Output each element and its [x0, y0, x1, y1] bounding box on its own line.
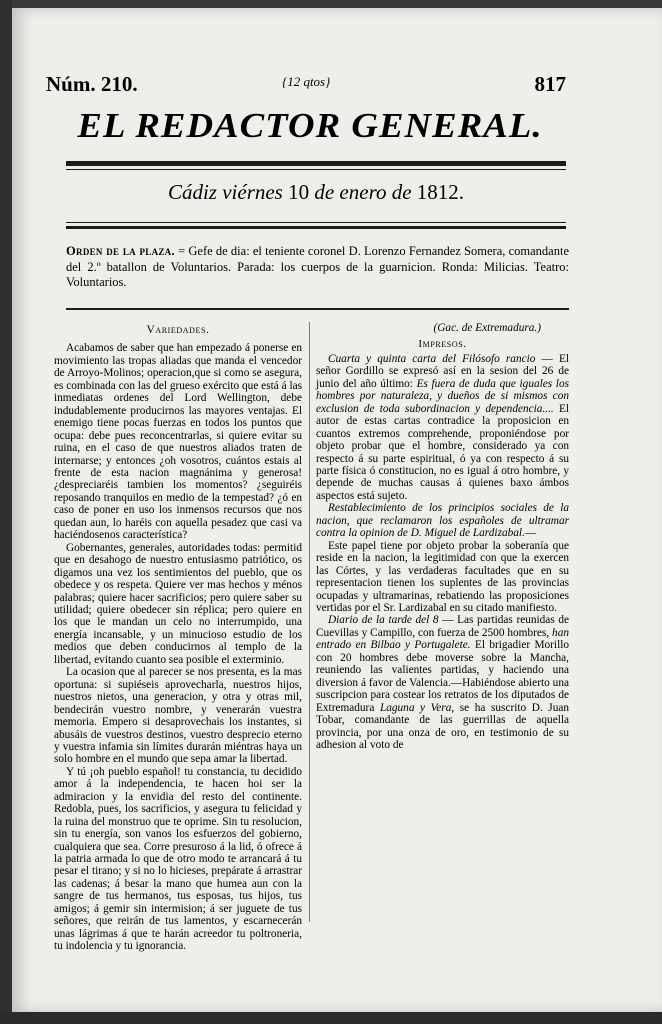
impresos-paragraph-1: [316, 353, 569, 502]
diario-text-a: — Las partidas reunidas de Cuevillas y Campillo, con fuerza de 2500 hombres,: [316, 614, 569, 639]
variedades-paragraph: La ocasion que al parecer se nos presenta, es la mas oportuna: si supiéseis aprovecharla, nuestros hijos, nuestros nietos, una generacion, y otra y otras mil, bendecirán vuestro nombre, y venerarán vuestra memoria. Empero si desaprovechais los instantes, si abusáis de vuestros destinos, vuestro desprecio eterno y vuestra infamia sin límites durarán miéntras haya un solo hombre en el mundo que sepa amar la libertad.: [54, 666, 302, 766]
issue-header: [46, 72, 566, 96]
dateline-weekday: Cádiz viérnes: [167, 180, 283, 204]
scan-bottom-edge: [0, 1012, 662, 1024]
variedades-source: (Gac. de Extremadura.): [433, 322, 541, 334]
diario-text-c: , se ha suscrito D. Juan Tobar, comandante de las guerrillas de aquella provincia, por una onza de oro, en testimonio de su adhesion al voto de: [316, 701, 569, 751]
page-number: 817: [534, 72, 566, 96]
variedades-paragraph: Y tú ¡oh pueblo español! tu constancia, tu decidido amor á la independencia, te hacen hoi ser la admiracion y la envidia del resto del continente. Redobla, pues, los sacrificios, y asegura tu felicidad y la ruina del monstruo que te oprime. Sin tu resolucion, sin tu energía, son vanos los esfuerzos del gobierno, cualquiera que sea. Corre presuroso á la lid, ó ofrece á la patria armada lo que de otro modo te arrancará á tu pesar el tirano; y si no lo hicieses, prepárate á arrastrar las cadenas; á besar la mano que humea aun con la sangre de tus hermanos, tus esposas, tus hijos, tus amigos; á gemir sin intermision; á ser juguete de tus señores, que reirán de tus lamentos, y escarnecerán unas lágrimas á que te harán acreedor tu poltroneria, tu indolencia y tu ignorancia.: [54, 765, 302, 953]
carta-filosofo-title: Cuarta y quinta carta del Filósofo rancio: [328, 352, 536, 365]
dateline-day: 10: [288, 180, 310, 204]
carta-summary: El autor de estas cartas contradice la proposicion en cuantos extremos comprehende, proponiéndose por objeto probar que el hombre, considerado ya con respecto á su parte espiritual, ó ya con respecto á su parte física ó constitucion, no es igual á otro hombre, y depende de muchas causas á quienes baxo ámbos aspectos está sujeto.: [316, 402, 569, 502]
restablecimiento-dash: —: [524, 527, 537, 540]
diario-text-b: El brigadier Morillo con 20 hombres debe moverse sobre la Mancha, reuniendo las valientes partidas, y haciendo una diversion á favor de Valencia.—Habiéndose abierto una suscripcion para costear los retratos de los diputados de Extremadura: [316, 639, 569, 714]
variedades-paragraph: Acabamos de saber que han empezado á ponerse en movimiento las tropas aliadas que manda el vencedor de Arroyo-Molinos; operacion,que si como se asegura, es combinada con las del grueso exército que está á las inmediatas ordenes del Lord Wellington, debe indudablemente producirnos las mayores ventajas. El enemigo tiene pocas fuerzas en todos los puntos que ocupa: debe pues reconcentrarlas, si quiere evitar su ruina, en el caso de que nuestros aliados traten de internarse; y entonces ¿oh vosotros, cuántos estais al frente de esta nacion magnánima y generosa! ¿despreciaréis tambien los momentos? ¿seguiréis reposando tranquilos en medio de la tempestad? ¿ó en caso de poner en uso los inmensos recursos que nos quedan aun, lo haréis con aquella pesadez que casi va haciéndosenos característica?: [54, 342, 302, 542]
restablecimiento-title: Restablecimiento de los principios sociales de la nacion, que reclamaron los españoles de ultramar contra la opinion de D. Miguel de Lardizabal.: [316, 502, 569, 540]
column-right: [316, 322, 569, 751]
diario-title: Diario de la tarde del 8: [328, 614, 439, 627]
orden-label: Orden de la plaza.: [66, 244, 175, 258]
dateline-rule-thick: [66, 226, 566, 229]
masthead-title: EL REDACTOR GENERAL.: [77, 106, 543, 145]
orden-separator: =: [178, 244, 186, 258]
masthead-rule-thick: [66, 161, 566, 166]
orden-text: Gefe de dia: el teniente coronel D. Lorenzo Fernandez Somera, comandante del 2.º batallon de Voluntarios. Parada: los cuerpos de la guarnicion. Ronda: Milicias. Teatro: Voluntarios.: [66, 244, 569, 289]
dateline-year: 1812.: [416, 180, 465, 204]
section-rule: [66, 308, 569, 310]
impresos-paragraph-3: Este papel tiene por objeto probar la soberanía que reside en la nacion, la legitimidad con que la exercen las Córtes, y las verdaderas facultades que en su representacion tienen los suplentes de las provincias ocupadas y ultramarinas, rebatiendo las proposiciones vertidas por el Sr. Lardizabal en su citado manifiesto.: [316, 539, 569, 614]
column-left: [54, 322, 302, 953]
orden-de-la-plaza: [66, 244, 569, 291]
issue-price: {12 qtos}: [282, 74, 331, 89]
gordillo-quote: Es fuera de duda que iguales los hombres por naturaleza, y dueños de si mismos con exclusion de toda subordinacion y dependencia....: [316, 377, 569, 415]
impresos-paragraph-2: [316, 502, 569, 539]
carta-intro: — El señor Gordillo se expresó así en la sesion del 26 de junio del año último:: [316, 352, 569, 390]
column-divider: [309, 322, 310, 922]
dateline: [66, 180, 566, 205]
impresos-title: Impresos.: [418, 338, 467, 351]
impresos-paragraph-4: [316, 614, 569, 751]
diario-italic-names: Laguna y Vera: [379, 701, 452, 714]
dateline-rule-thin: [66, 222, 566, 223]
dateline-month: de enero de: [314, 180, 412, 204]
masthead-rule-thin: [66, 169, 566, 170]
variedades-paragraph: Gobernantes, generales, autoridades todas: permitid que en desahogo de nuestro entusiasmo patriótico, os digamos una vez los sentimientos del pueblo, que os obedece y os respeta. Quiere ver mas hechos y ménos palabras; quiere hacer sacrificios; pero quiere saber su utilidad; quiere obedecer sin réplica; pero quiere en los que le mandan un celo no interrumpido, una energía incansable, y un minucioso estudio de los medios que deben conducirnos al templo de la libertad, evitando cuanto sea posible el exterminio.: [54, 541, 302, 666]
scan-left-edge: [0, 0, 12, 1024]
issue-number: Núm. 210.: [46, 72, 138, 96]
variedades-title: Variedades.: [146, 324, 210, 336]
diario-italic-bilbao: han entrado en Bilbao y Portugalete.: [316, 626, 569, 652]
